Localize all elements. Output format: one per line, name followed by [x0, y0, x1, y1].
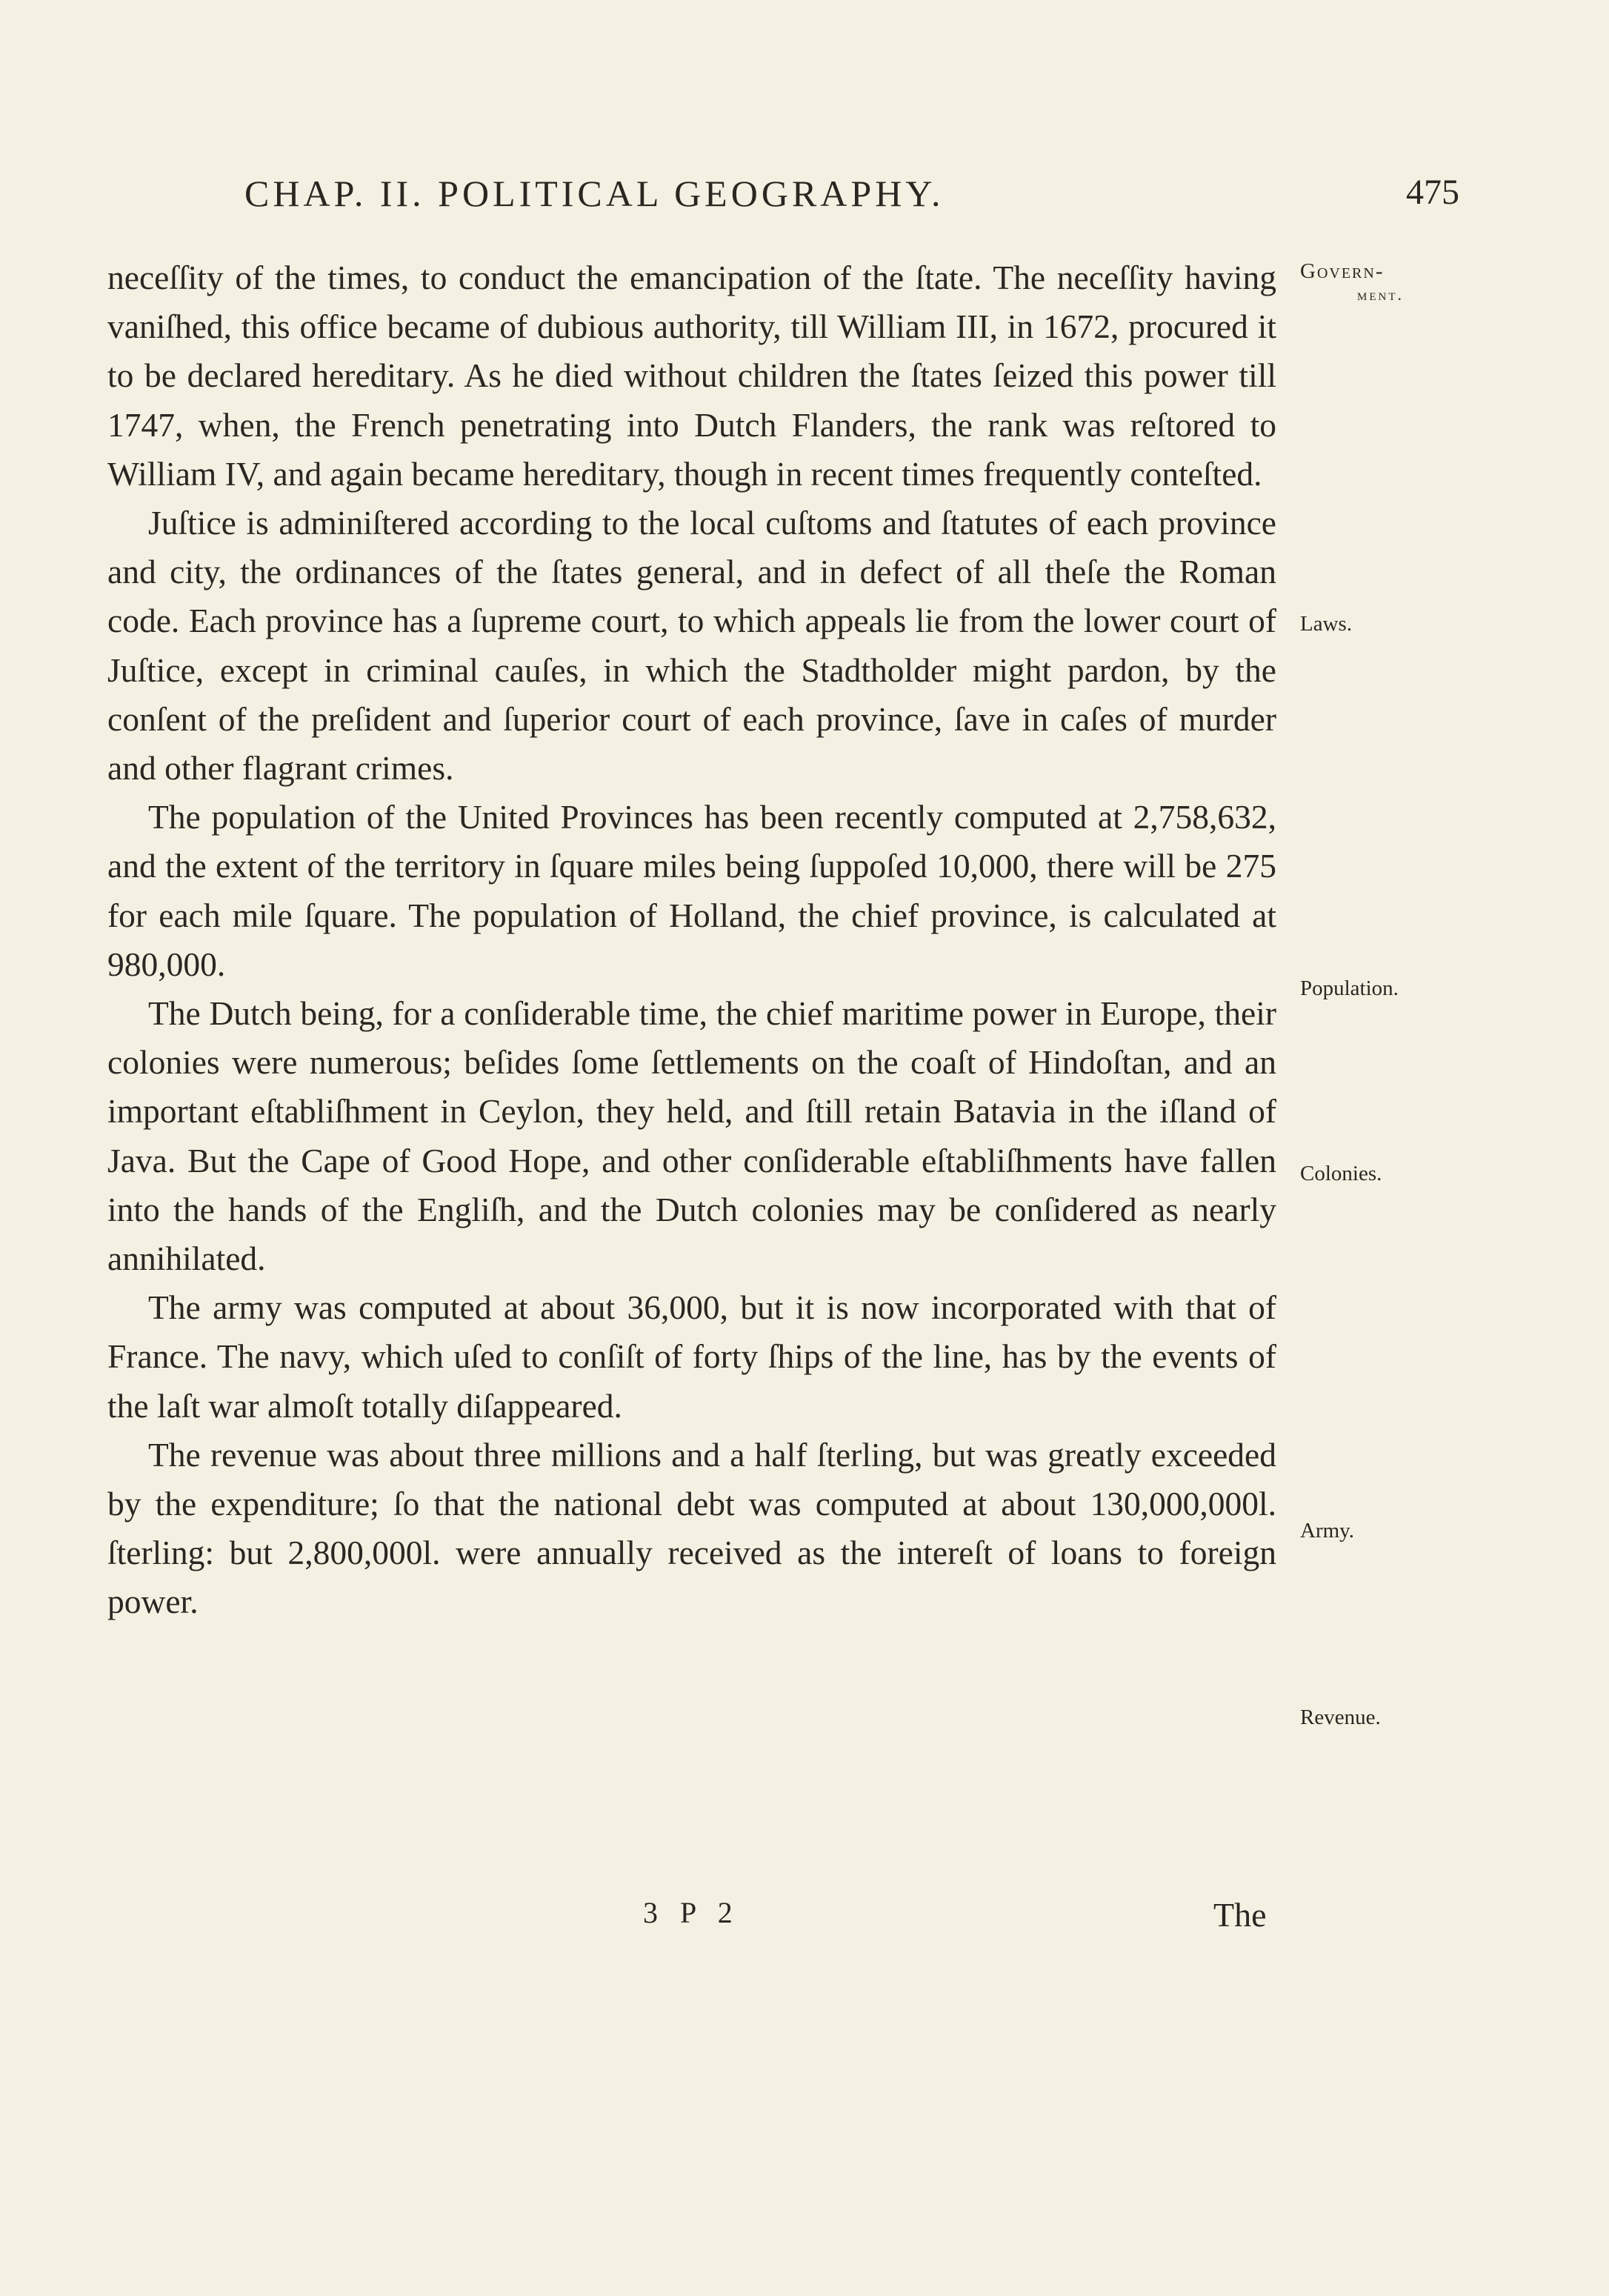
side-note-laws: Laws. — [1300, 612, 1353, 636]
side-note-government-line2: ment. — [1357, 285, 1404, 304]
paragraph-laws: Juſtice is adminiſtered according to the local cuſtoms and ſtatutes of each province and city, the ordinances of the ſtates general, and in defect of all theſe the Roman code. Each province has a ſupreme court, to which appeals lie from the lower court of Juſtice, except in criminal cauſes, in which the Stadtholder might pardon, by the conſent of the preſident and ſuperior court of each province, ſave in caſes of murder and other flagrant crimes. — [107, 504, 1276, 788]
side-note-population: Population. — [1300, 976, 1399, 1000]
page-number: 475 — [1406, 173, 1459, 212]
catchword: The — [1213, 1896, 1267, 1934]
side-note-government — [1300, 259, 1404, 307]
paragraph-army: The army was computed at about 36,000, but it is now incorporated with that of France. The navy, which uſed to conſiſt of forty ſhips of the line, has by the events of the laſt war almoſt totally diſappeared. — [107, 1288, 1276, 1425]
side-note-army: Army. — [1300, 1519, 1355, 1543]
paragraph-colonies: The Dutch being, for a conſiderable time, the chief maritime power in Europe, their colonies were numerous; beſides ſome ſettlements on the coaſt of Hindoſtan, and an important eſtabliſhment in Ceylon, they held, and ſtill retain Batavia in the iſland of Java. But the Cape of Good Hope, and other conſiderable eſtabliſhments have fallen into the hands of the Engliſh, and the Dutch colonies may be conſidered as nearly annihilated. — [107, 994, 1276, 1278]
paragraph-population: The population of the United Provinces has been recently computed at 2,758,632, and the extent of the territory in ſquare miles being ſuppoſed 10,000, there will be 275 for each mile ſquare. The population of Holland, the chief province, is calculated at 980,000. — [107, 798, 1276, 983]
paragraph-revenue: The revenue was about three millions and a half ſterling, but was greatly exceeded by the expenditure; ſo that the national debt was computed at about 130,000,000l. ſterling: but 2,800,000l. were annually received as the intereſt of loans to foreign power. — [107, 1435, 1276, 1621]
running-header — [244, 172, 1459, 224]
side-note-government-line1: Govern- — [1300, 259, 1385, 283]
paragraph-government: neceſſity of the times, to conduct the emancipation of the ſtate. The neceſſity having vaniſhed, this office became of dubious authority, till William III, in 1672, procured it to be declared hereditary. As he died without children the ſtates ſeized this power till 1747, when, the French penetrating into Dutch Flanders, the rank was reſtored to William IV, and again became hereditary, though in recent times frequently conteſted. — [107, 259, 1276, 493]
body-text — [107, 253, 1276, 1627]
side-note-colonies: Colonies. — [1300, 1162, 1382, 1185]
chapter-title: CHAP. II. POLITICAL GEOGRAPHY. — [244, 173, 945, 214]
side-note-revenue: Revenue. — [1300, 1706, 1381, 1729]
signature-mark: 3 P 2 — [643, 1896, 740, 1929]
page-footer — [0, 1895, 1609, 1940]
